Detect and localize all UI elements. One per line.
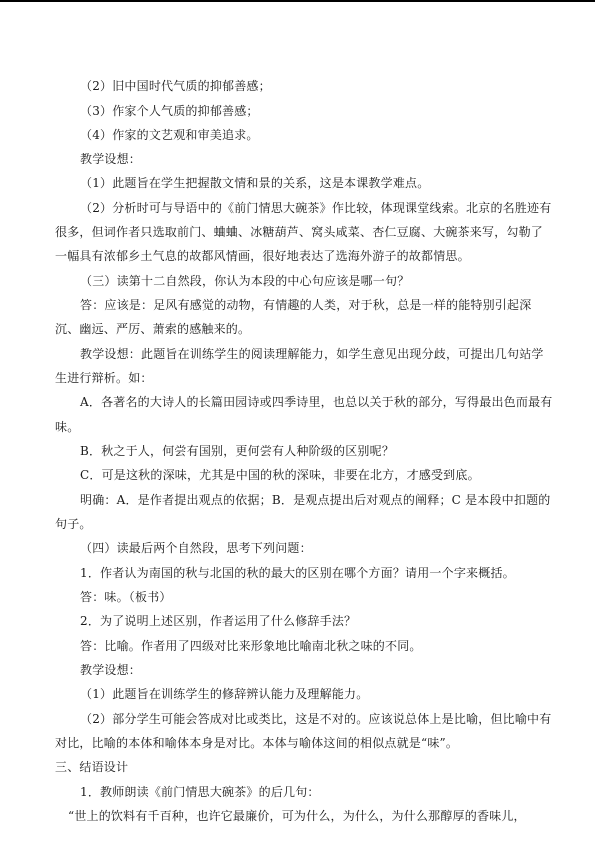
text-line: （三）读第十二自然段，你认为本段的中心句应该是哪一句？ (80, 274, 410, 288)
text-line: 答：比喻。作者用了四级对比来形象地比喻南北秋之味的不同。 (80, 639, 422, 653)
text-line: A．各著名的大诗人的长篇田园诗或四季诗里，也总以关于秋的部分，写得最出色而最有 (80, 395, 553, 409)
page-top-rule (0, 0, 595, 2)
text-line: （1）此题旨在学生把握散文情和景的关系，这是本课教学难点。 (80, 176, 430, 190)
text-line: 1．教师朗读《前门情思大碗茶》的后几句： (80, 785, 320, 799)
text-line: （2）分析时可与导语中的《前门情思大碗茶》作比较，体现课堂线索。北京的名胜迹有 (80, 201, 552, 215)
text-line: （四）读最后两个自然段，思考下列问题： (80, 541, 312, 555)
section-heading: 三、结语设计 (55, 760, 129, 774)
text-line: 教学设想： (80, 663, 142, 677)
text-line: 很多，但词作者只选取前门、蛐蛐、冰糖葫芦、窝头咸菜、杏仁豆腐、大碗茶来写，勾勒了 (55, 225, 544, 239)
text-line: 教学设想：此题旨在训练学生的阅读理解能力，如学生意见出现分歧，可提出几句站学 (80, 347, 544, 361)
text-line: （2）旧中国时代气质的抑郁善感； (80, 79, 271, 93)
text-line: 一幅具有浓郁乡土气息的故都风情画，很好地表达了选海外游子的故都情思。 (55, 249, 470, 263)
text-line: （1）此题旨在训练学生的修辞辨认能力及理解能力。 (80, 687, 369, 701)
text-line: （4）作家的文艺观和审美追求。 (80, 128, 259, 142)
text-line: 答：味。（板书） (80, 590, 172, 604)
text-line: 沉、幽远、严厉、萧索的感触来的。 (55, 322, 251, 336)
text-line: 句子。 (55, 517, 92, 531)
text-line: 答：应该是：足风有感觉的动物，有情趣的人类，对于秋，总是一样的能特别引起深 (80, 298, 532, 312)
text-line: 生进行辩析。如： (55, 371, 153, 385)
text-line: 1．作者认为南国的秋与北国的秋的最大的区别在哪个方面？请用一个字来概括。 (80, 566, 515, 580)
text-line: 味。 (55, 420, 80, 434)
text-line: C．可是这秋的深味，尤其是中国的秋的深味，非要在北方，才感受到底。 (80, 468, 480, 482)
text-line: （2）部分学生可能会答成对比或类比，这是不对的。应该说总体上是比喻，但比喻中有 (80, 712, 552, 726)
text-line: 教学设想： (80, 152, 142, 166)
text-line: 明确：A．是作者提出观点的依据；B．是观点提出后对观点的阐释；C 是本段中扣题的 (80, 493, 551, 507)
text-line: B．秋之于人，何尝有国别，更何尝有人种阶级的区别呢？ (80, 444, 395, 458)
text-line: 对比，比喻的本体和喻体本身是对比。本体与喻体这间的相似点就是“味”。 (55, 736, 459, 750)
text-line: （3）作家个人气质的抑郁善感； (80, 104, 259, 118)
text-line: “世上的饮料有千百种，也许它最廉价，可为什么，为什么，为什么那醇厚的香味儿， (68, 809, 526, 823)
text-line: 2．为了说明上述区别，作者运用了什么修辞手法？ (80, 614, 357, 628)
